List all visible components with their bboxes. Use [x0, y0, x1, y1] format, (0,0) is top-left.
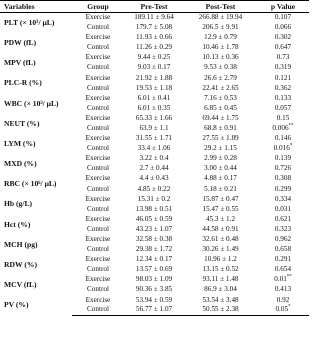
- group-cell: Control: [87, 23, 109, 32]
- post-test-cell: 29.2 ± 1.15: [204, 144, 237, 153]
- post-test-cell: 93.11 ± 1.48: [202, 275, 239, 284]
- p-value-text: 0.15: [276, 113, 290, 122]
- post-test-cell: 15.47 ± 0.55: [202, 204, 239, 213]
- pre-test-cell: 21.92 ± 1.88: [135, 73, 173, 82]
- pre-test-cell: 6.01 ± 0.35: [137, 103, 171, 112]
- post-test-cell: 53.54 ± 3.48: [202, 295, 239, 304]
- post-test-cell: 26.6 ± 2.79: [204, 73, 237, 82]
- pre-test-cell: 19.53 ± 1.18: [135, 83, 173, 92]
- group-cell: Control: [87, 164, 109, 173]
- p-value-text: 0.133: [274, 93, 292, 102]
- p-value-cell: [257, 23, 309, 33]
- p-value-cell: [257, 235, 309, 245]
- p-value-cell: [257, 73, 309, 83]
- p-value-cell: [257, 194, 309, 204]
- group-cell: Exercise: [85, 33, 111, 42]
- post-test-cell: 10.46 ± 1.78: [202, 43, 239, 52]
- p-value-text: 0.299: [274, 184, 292, 193]
- post-test-cell: 27.55 ± 1.89: [202, 134, 239, 143]
- pre-test-cell: 43.23 ± 1.07: [135, 224, 173, 233]
- pre-test-cell: 179.7 ± 5.08: [135, 23, 173, 32]
- table-header: [0, 1, 309, 13]
- p-value-text: 0.334: [274, 194, 292, 203]
- table-body: [0, 13, 309, 316]
- group-cell: Exercise: [85, 174, 111, 183]
- group-cell: Control: [87, 123, 109, 132]
- group-cell: Control: [87, 43, 109, 52]
- p-value-text: 0.73: [276, 53, 290, 62]
- post-test-cell: 3.00 ± 0.44: [204, 164, 237, 173]
- table-row: [0, 134, 309, 144]
- header-post-test: Post-Test: [184, 1, 257, 13]
- post-test-cell: 7.16 ± 0.53: [204, 93, 237, 102]
- table-row: [0, 214, 309, 224]
- variable-name: WBC (× 10³/ μL): [4, 98, 59, 108]
- group-cell: Exercise: [85, 154, 111, 163]
- table-row: [0, 13, 309, 23]
- p-value-cell: [257, 305, 309, 315]
- variable-name: NEUT (%): [4, 118, 40, 128]
- group-cell: Exercise: [85, 275, 111, 284]
- p-value-cell: [257, 93, 309, 103]
- post-test-cell: 30.26 ± 1.49: [202, 245, 239, 254]
- p-value-text: 0.066: [274, 23, 292, 32]
- table-row: [0, 93, 309, 103]
- group-cell: Exercise: [85, 53, 111, 62]
- significance-marker: *: [289, 143, 293, 149]
- pre-test-cell: 4.85 ± 0.22: [137, 184, 171, 193]
- post-test-cell: 15.87 ± 0.47: [202, 194, 239, 203]
- pre-test-cell: 13.57 ± 0.69: [135, 265, 173, 274]
- pre-test-cell: 56.77 ± 1.07: [124, 305, 184, 315]
- post-test-cell: 22.41 ± 2.65: [202, 83, 239, 92]
- group-cell: Exercise: [85, 73, 111, 82]
- post-test-cell: 9.53 ± 0.38: [204, 63, 237, 72]
- table-row: [0, 174, 309, 184]
- p-value-text: 0.962: [274, 235, 292, 243]
- header-row: [0, 1, 309, 13]
- variable-name: MPV (fL): [4, 58, 36, 68]
- p-value-cell: [257, 245, 309, 255]
- significance-marker: **: [286, 274, 292, 280]
- pre-test-cell: 65.33 ± 1.66: [135, 113, 173, 122]
- group-cell: Exercise: [85, 214, 111, 223]
- p-value-text: 0.92: [276, 295, 290, 304]
- p-value-text: 0.107: [274, 13, 292, 22]
- group-cell: Control: [87, 103, 109, 112]
- group-cell: Control: [87, 144, 109, 153]
- pre-test-cell: 9.03 ± 0.17: [137, 63, 171, 72]
- p-value-text: 0.139: [274, 154, 292, 163]
- header-variables: Variables: [0, 1, 72, 13]
- pre-test-cell: 90.36 ± 3.85: [135, 285, 173, 294]
- pre-test-cell: 15.31 ± 0.2: [137, 194, 171, 203]
- pre-test-cell: 29.38 ± 1.72: [135, 245, 173, 254]
- p-value-cell: [257, 63, 309, 73]
- variable-name: PLC-R (%): [4, 78, 42, 88]
- pre-test-cell: 13.98 ± 0.51: [135, 204, 173, 213]
- p-value-text: 0.302: [274, 33, 292, 42]
- pre-test-cell: 53.94 ± 0.59: [135, 295, 173, 304]
- p-value-cell: [257, 295, 309, 305]
- group-cell: Exercise: [85, 255, 111, 264]
- p-value-cell: [257, 154, 309, 164]
- p-value-cell: [257, 113, 309, 123]
- group-cell: Exercise: [85, 113, 111, 122]
- p-value-cell: [257, 124, 309, 134]
- post-test-cell: 44.58 ± 0.91: [202, 224, 239, 233]
- p-value-text: 0.658: [274, 245, 292, 254]
- variable-name: MXD (%): [4, 159, 37, 169]
- post-test-cell: 86.9 ± 3.04: [204, 285, 237, 294]
- post-test-cell: 50.55 ± 2.38: [184, 305, 257, 315]
- group-cell: Control: [87, 184, 109, 193]
- group-cell: Exercise: [85, 134, 111, 143]
- p-value-text: 0.291: [274, 255, 292, 264]
- header-p-value: p Value: [257, 1, 309, 13]
- variable-name: RBC (× 10⁶/ μL): [4, 179, 57, 189]
- group-cell: Exercise: [85, 295, 111, 304]
- p-value-text: 0.323: [274, 224, 292, 233]
- p-value-cell: [257, 285, 309, 295]
- group-cell: Control: [87, 204, 109, 213]
- pre-test-cell: 189.11 ± 9.64: [134, 13, 174, 22]
- p-value-cell: [257, 43, 309, 53]
- p-value-cell: [257, 103, 309, 113]
- variable-name: LYM (%): [4, 138, 36, 148]
- p-value-cell: [257, 83, 309, 93]
- table-row: [0, 53, 309, 63]
- group-cell: Exercise: [85, 93, 111, 102]
- variable-name: Hct (%): [4, 219, 31, 229]
- post-test-cell: 69.44 ± 1.75: [202, 113, 239, 122]
- pre-test-cell: 32.58 ± 0.38: [135, 235, 173, 243]
- p-value-cell: [257, 33, 309, 43]
- table-row: [0, 73, 309, 83]
- pre-test-cell: 2.7 ± 0.44: [139, 164, 169, 173]
- pre-test-cell: 33.4 ± 1.06: [137, 144, 171, 153]
- p-value-cell: [257, 174, 309, 184]
- group-cell: Exercise: [85, 194, 111, 203]
- p-value-cell: [257, 265, 309, 275]
- p-value-text: 0.01: [274, 275, 287, 284]
- p-value-cell: [257, 255, 309, 265]
- p-value-text: 0.057: [274, 103, 292, 112]
- post-test-cell: 13.15 ± 0.52: [202, 265, 239, 274]
- p-value-text: 0.308: [274, 174, 292, 183]
- header-pre-test: Pre-Test: [124, 1, 184, 13]
- variable-name: RDW (%): [4, 260, 37, 270]
- post-test-cell: 266.88 ± 19.94: [198, 13, 243, 22]
- p-value-cell: [257, 224, 309, 234]
- p-value-cell: [257, 53, 309, 63]
- group-cell: Control: [87, 285, 109, 294]
- group-cell: Control: [72, 305, 124, 315]
- p-value-text: 0.413: [274, 285, 292, 294]
- p-value-cell: [257, 164, 309, 174]
- p-value-text: 0.621: [274, 214, 292, 223]
- variable-name: MCV (fL): [4, 280, 37, 290]
- table-row: [0, 154, 309, 164]
- variable-name: PV (%): [4, 300, 29, 310]
- table-row: [0, 255, 309, 265]
- post-test-cell: 12.9 ± 0.79: [204, 33, 237, 42]
- p-value-text: 0.362: [274, 83, 292, 92]
- group-cell: Control: [87, 83, 109, 92]
- post-test-cell: 32.61 ± 0.48: [202, 235, 239, 243]
- p-value-text: 0.146: [274, 134, 292, 143]
- p-value-cell: [257, 204, 309, 214]
- post-test-cell: 10.13 ± 0.36: [202, 53, 239, 62]
- table-row: [0, 113, 309, 123]
- variable-name: PDW (fL): [4, 37, 37, 47]
- group-cell: Control: [87, 224, 109, 233]
- p-value-text: 0.031: [274, 204, 292, 213]
- post-test-cell: 68.8 ± 0.91: [204, 123, 237, 132]
- table-row: [0, 275, 309, 285]
- pre-test-cell: 46.05 ± 0.59: [135, 214, 173, 223]
- pre-test-cell: 98.03 ± 1.09: [135, 275, 173, 284]
- significance-marker: **: [288, 123, 294, 129]
- table-row: [0, 33, 309, 43]
- p-value-cell: [257, 184, 309, 194]
- pre-test-cell: 11.93 ± 0.66: [135, 33, 173, 42]
- post-test-cell: 6.85 ± 0.45: [204, 103, 237, 112]
- p-value-cell: [257, 214, 309, 224]
- significance-marker: *: [288, 305, 291, 311]
- p-value-cell: [257, 275, 309, 285]
- p-value-text: 0.121: [274, 73, 292, 82]
- p-value-text: 0.006: [272, 123, 289, 132]
- pre-test-cell: 11.26 ± 0.29: [135, 43, 173, 52]
- group-cell: Exercise: [85, 13, 111, 22]
- group-cell: Exercise: [85, 235, 111, 243]
- table-row: [0, 194, 309, 204]
- table-row: [0, 235, 309, 245]
- p-value-text: 0.016: [273, 144, 290, 153]
- pre-test-cell: 3.22 ± 0.4: [139, 154, 169, 163]
- group-cell: Control: [87, 245, 109, 254]
- p-value-cell: [257, 134, 309, 144]
- post-test-cell: 4.88 ± 0.17: [204, 174, 237, 183]
- pre-test-cell: 12.34 ± 0.17: [135, 255, 173, 264]
- group-cell: Control: [87, 63, 109, 72]
- variable-name: MCH (pg): [4, 239, 38, 249]
- table-row: [0, 295, 309, 305]
- post-test-cell: 45.3 ± 1.2: [205, 214, 236, 223]
- post-test-cell: 5.18 ± 0.21: [204, 184, 237, 193]
- pre-test-cell: 9.44 ± 0.25: [137, 53, 171, 62]
- p-value-text: 0.654: [274, 265, 292, 274]
- pre-test-cell: 31.55 ± 1.71: [135, 134, 173, 143]
- p-value-text: 0.647: [274, 43, 292, 52]
- post-test-cell: 10.96 ± 1.2: [204, 255, 237, 264]
- post-test-cell: 206.5 ± 9.91: [202, 23, 239, 32]
- p-value-cell: [257, 144, 309, 154]
- p-value-cell: [257, 13, 309, 23]
- group-cell: Control: [87, 265, 109, 274]
- variable-name: Hb (g/L): [4, 199, 33, 209]
- post-test-cell: 2.99 ± 0.28: [204, 154, 237, 163]
- pre-test-cell: 63.9 ± 1.1: [139, 123, 169, 132]
- variable-name: PLT (× 10³/ μL): [4, 18, 55, 28]
- pre-test-cell: 6.01 ± 0.41: [137, 93, 171, 102]
- header-group: Group: [72, 1, 124, 13]
- p-value-text: 0.726: [274, 164, 292, 173]
- p-value-text: 0.05: [275, 305, 289, 314]
- p-value-text: 0.319: [274, 63, 292, 72]
- pre-test-cell: 4.4 ± 0.43: [139, 174, 169, 183]
